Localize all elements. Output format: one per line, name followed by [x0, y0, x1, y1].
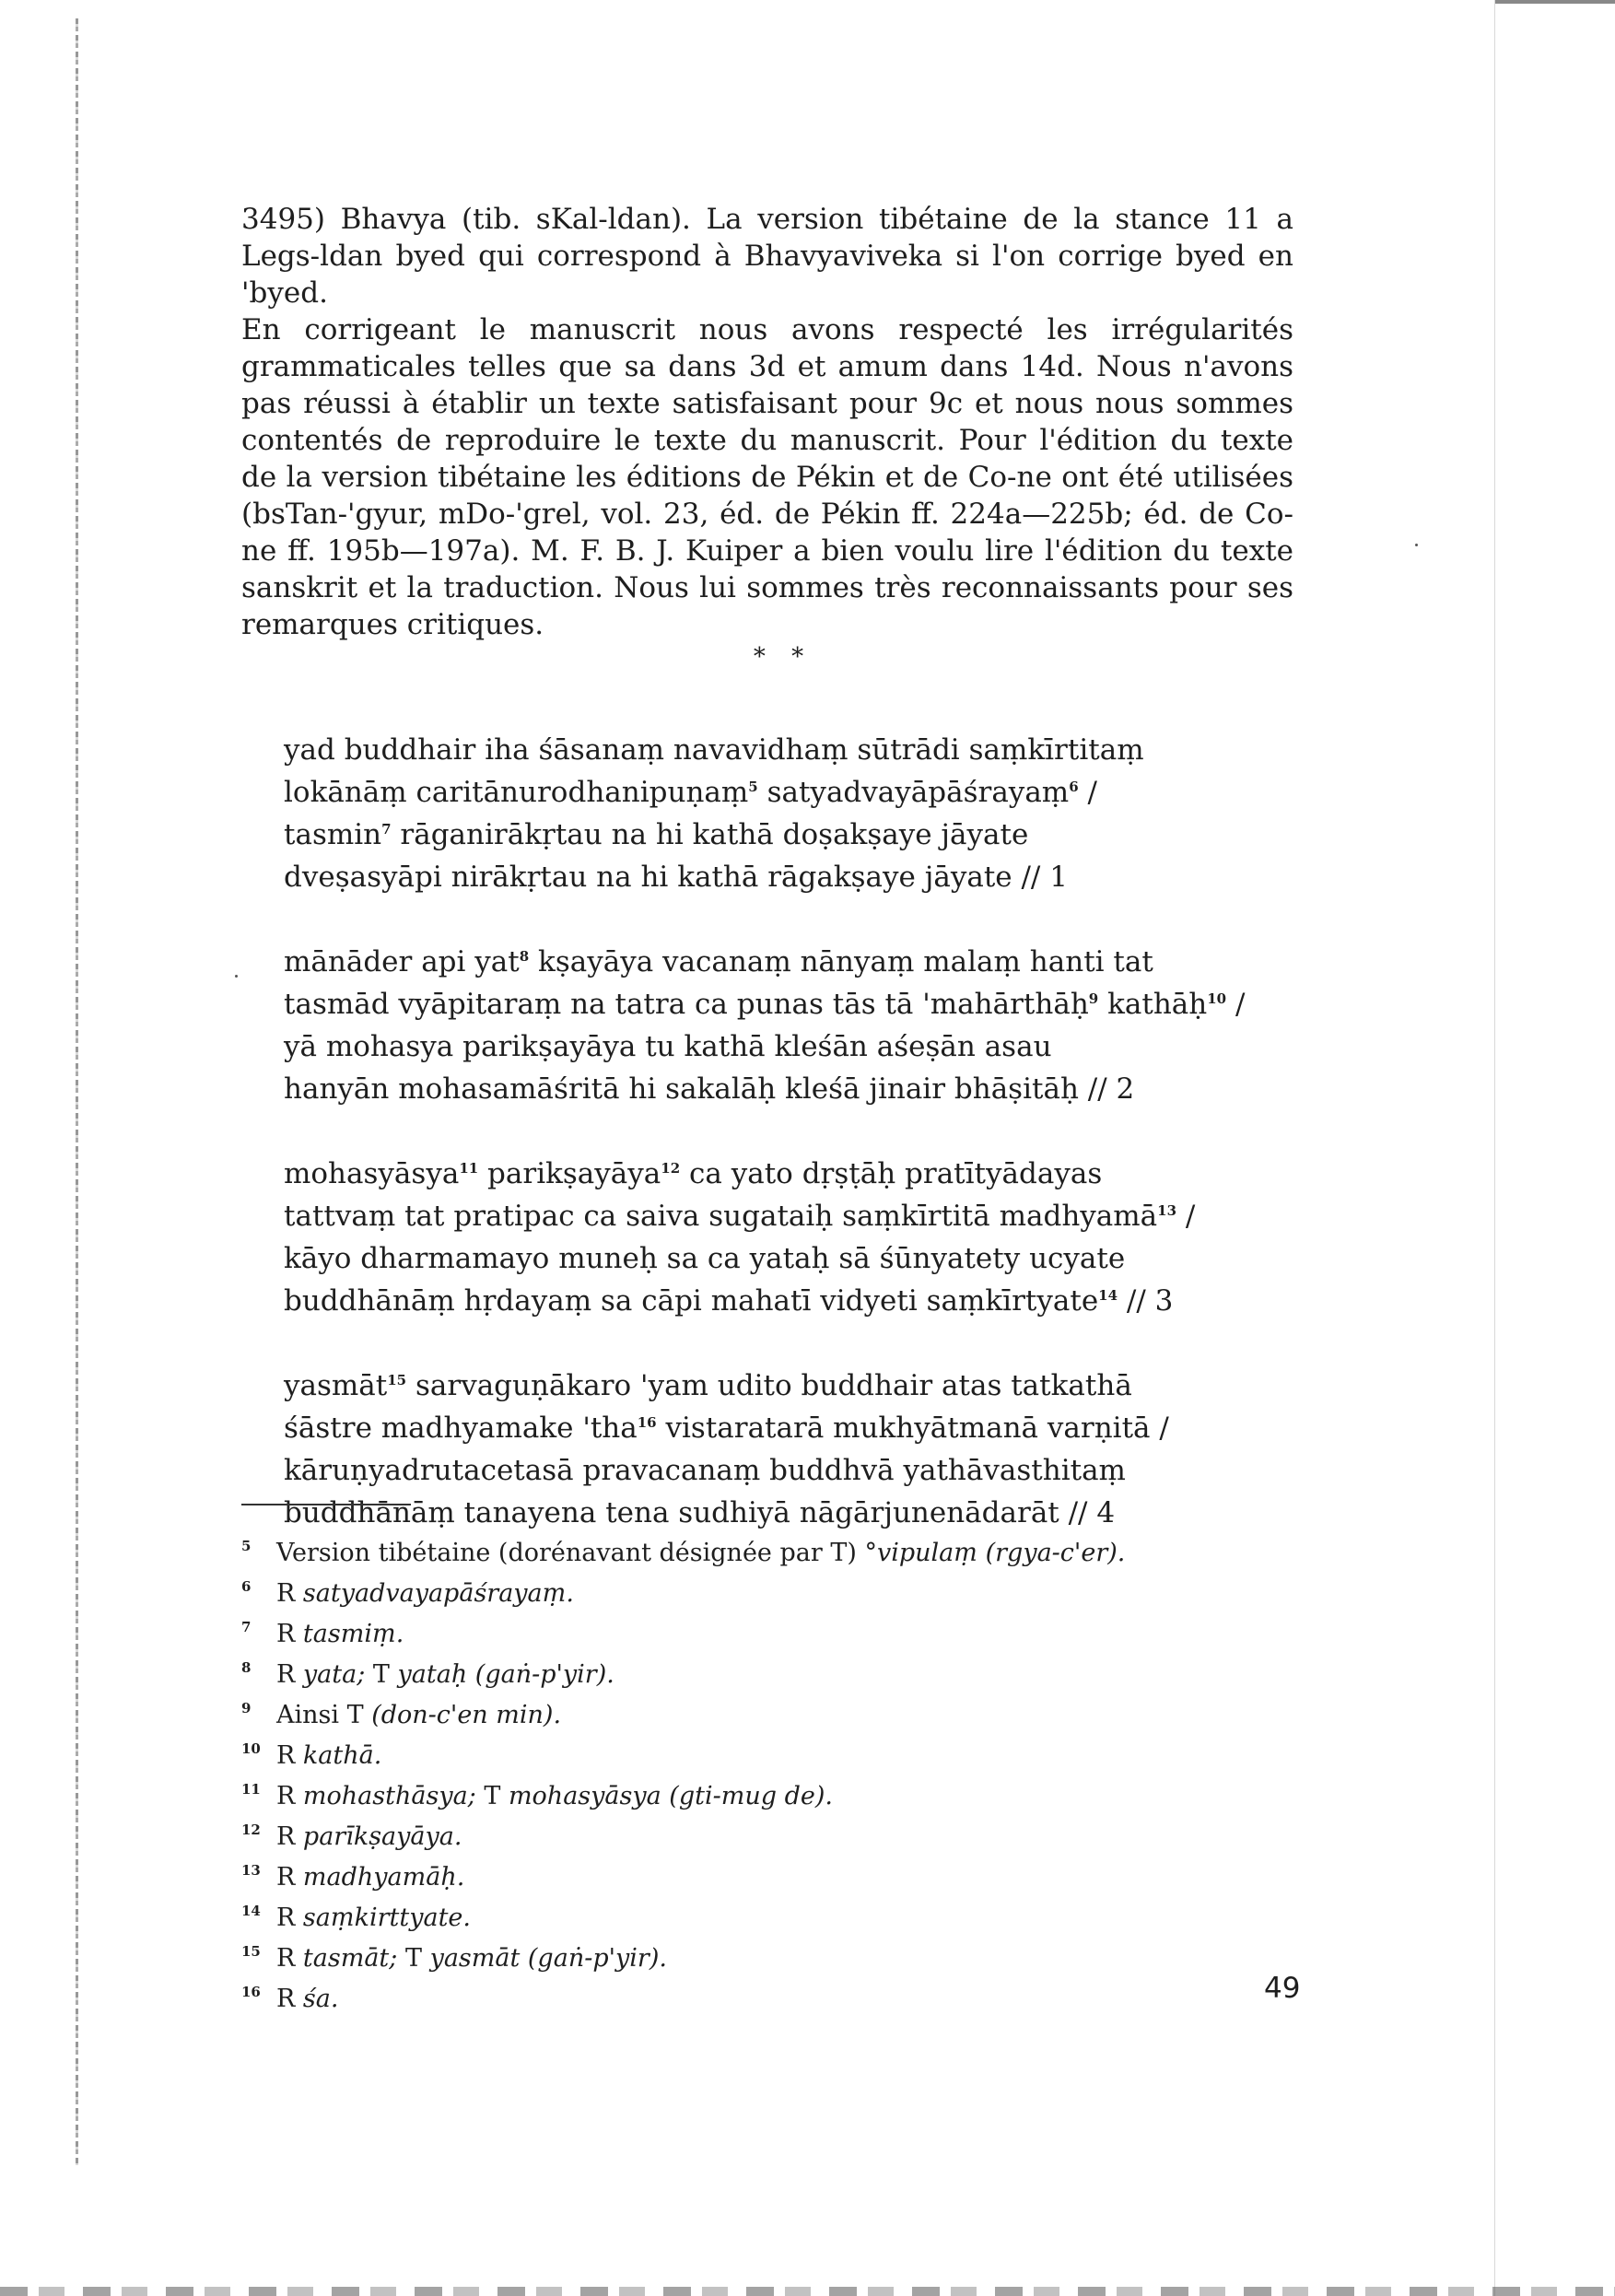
footnote-number: 11 [241, 1781, 261, 1798]
footnote-number: 6 [241, 1578, 252, 1595]
footnote-number-wrap [241, 1529, 276, 1570]
verse-text: dveṣasyāpi nirākṛtau na hi kathā rāgakṣaye jāyate // 1 [284, 861, 1068, 894]
footnote-number: 12 [241, 1822, 261, 1838]
footnote-marker: 5 [748, 779, 758, 795]
footnote-number: 7 [241, 1619, 252, 1635]
footnote-italic-text: kathā. [302, 1741, 382, 1770]
footnote-text: Version tibétaine (dorénavant désignée par T) [276, 1539, 865, 1567]
footnote-number: 8 [241, 1659, 252, 1676]
page-number: 49 [1264, 1972, 1301, 2005]
footnote-number: 16 [241, 1984, 261, 2000]
verse-text: yad buddhair iha śāsanaṃ navavidhaṃ sūtrādi saṃkīrtitaṃ [284, 733, 1144, 767]
verse-line [284, 1277, 1297, 1319]
footnote [241, 1975, 1255, 2016]
footnote-rule [241, 1504, 411, 1505]
footnote-italic-text: (don-c'en min). [371, 1701, 562, 1729]
footnote-text: R [276, 1620, 303, 1648]
footnote [241, 1611, 1255, 1651]
verse-line [284, 811, 1297, 853]
footnote-marker: 12 [661, 1160, 681, 1177]
intro-paragraph-1 [241, 201, 1293, 311]
footnote-number-wrap [241, 1773, 276, 1813]
footnote-italic-text: yata; [302, 1660, 366, 1689]
footnote-number-wrap [241, 1732, 276, 1773]
footnote-text: T [397, 1944, 430, 1973]
footnote-text: R [276, 1660, 303, 1689]
footnote-marker: 8 [519, 948, 530, 965]
footnote-number: 15 [241, 1943, 261, 1960]
footnote-number-wrap [241, 1813, 276, 1854]
section-separator: * * [753, 643, 813, 671]
verse-text: mohasyāsya [284, 1157, 460, 1190]
scan-speck [1415, 544, 1418, 546]
footnote [241, 1529, 1255, 1570]
footnote-text: Ainsi T [276, 1701, 372, 1729]
verse-line [284, 1235, 1297, 1277]
intro-paragraph-2 [241, 311, 1293, 643]
footnote-number: 14 [241, 1903, 261, 1919]
footnote-italic-text: saṃkirttyate. [302, 1904, 471, 1932]
footnote-italic-text: mohasthāsya; [302, 1782, 476, 1810]
footnote-text: T [475, 1782, 509, 1810]
footnote-text: R [276, 1782, 303, 1810]
footnote-marker: 13 [1157, 1202, 1177, 1219]
footnote-italic-text: śa. [302, 1985, 339, 2013]
footnote-marker: 14 [1098, 1287, 1118, 1304]
footnote-italic-text: parīkṣayāya. [302, 1822, 462, 1851]
stanza [284, 938, 1297, 1107]
verse-text: parikṣayāya [478, 1157, 661, 1190]
verse-block [284, 726, 1297, 1574]
footnote [241, 1935, 1255, 1975]
verse-line [284, 726, 1297, 768]
stanza [284, 1150, 1297, 1319]
verse-line [284, 1447, 1297, 1489]
verse-line [284, 1404, 1297, 1447]
footnote-number-wrap [241, 1894, 276, 1935]
footnote-number-wrap [241, 1854, 276, 1894]
footnote-marker: 6 [1069, 779, 1079, 795]
verse-line [284, 768, 1297, 811]
verse-text: lokānāṃ caritānurodhanipuṇaṃ [284, 776, 749, 809]
footnote-number: 10 [241, 1740, 261, 1757]
footnote-list [241, 1529, 1255, 2016]
footnote [241, 1692, 1255, 1732]
verse-line [284, 938, 1297, 980]
footnote-number: 9 [241, 1700, 252, 1716]
footnote [241, 1773, 1255, 1813]
verse-text: satyadvayāpāśrayaṃ [757, 776, 1070, 809]
verse-text: / [1078, 776, 1097, 809]
footnote-number-wrap [241, 1651, 276, 1692]
footnote-italic-text: madhyamāḥ. [302, 1863, 465, 1892]
verse-text: sarvaguṇākaro 'yam udito buddhair atas tatkathā [406, 1369, 1132, 1402]
footnote-marker: 7 [381, 821, 392, 838]
footnote-italic-text: tasmāt; [302, 1944, 398, 1973]
verse-line [284, 1489, 1297, 1531]
footnote [241, 1854, 1255, 1894]
footnote-number-wrap [241, 1570, 276, 1611]
stanza [284, 726, 1297, 896]
verse-text: mānāder api yat [284, 945, 520, 978]
footnote-text: R [276, 1822, 303, 1851]
footnote-marker: 15 [387, 1372, 407, 1388]
footnote-number: 5 [241, 1538, 252, 1554]
footnote-italic-text: yasmāt (gaṅ-p'yir). [429, 1944, 667, 1973]
verse-line [284, 980, 1297, 1023]
footnote [241, 1651, 1255, 1692]
verse-line [284, 1192, 1297, 1235]
footnote-number-wrap [241, 1692, 276, 1732]
verse-text: kāruṇyadrutacetasā pravacanaṃ buddhvā yathāvasthitaṃ [284, 1454, 1126, 1487]
verse-text: yasmāt [284, 1369, 388, 1402]
verse-line [284, 1023, 1297, 1065]
verse-text: tattvaṃ tat pratipac ca saiva sugataiḥ saṃkīrtitā madhyamā [284, 1200, 1158, 1233]
footnote-text: R [276, 1863, 303, 1892]
verse-text: / [1226, 988, 1246, 1021]
verse-line [284, 1362, 1297, 1404]
verse-text: kathāḥ [1098, 988, 1208, 1021]
footnote-marker: 16 [637, 1414, 657, 1431]
verse-text: // 3 [1118, 1284, 1174, 1318]
footnote-marker: 10 [1207, 990, 1227, 1007]
footnote-text: R [276, 1741, 303, 1770]
footnote-italic-text: °vipulaṃ (rgya-c'er). [864, 1539, 1126, 1567]
scan-border-bottom [0, 2287, 1615, 2296]
verse-text: kṣayāya vacanaṃ nānyaṃ malaṃ hanti tat [529, 945, 1153, 978]
footnote-text: T [365, 1660, 398, 1689]
footnote-number-wrap [241, 1935, 276, 1975]
footnote-text: R [276, 1579, 303, 1608]
verse-text: / [1176, 1200, 1196, 1233]
verse-line [284, 1150, 1297, 1192]
verse-text: tasmād vyāpitaraṃ na tatra ca punas tās tā 'mahārthāḥ [284, 988, 1089, 1021]
footnote [241, 1894, 1255, 1935]
scan-speck [235, 975, 238, 978]
footnote-italic-text: yataḥ (gaṅ-p'yir). [397, 1660, 614, 1689]
intro-text [241, 201, 1293, 643]
footnote-italic-text: tasmiṃ. [302, 1620, 404, 1648]
footnote-number-wrap [241, 1611, 276, 1651]
footnote-text: R [276, 1904, 303, 1932]
footnote-marker: 11 [459, 1160, 479, 1177]
footnote-italic-text: mohasyāsya (gti-mug de). [508, 1782, 833, 1810]
verse-text: rāganirākṛtau na hi kathā doṣakṣaye jāyate [391, 818, 1029, 851]
verse-text: buddhānāṃ hṛdayaṃ sa cāpi mahatī vidyeti saṃkīrtyate [284, 1284, 1099, 1318]
footnote-marker: 9 [1088, 990, 1099, 1007]
verse-text: śāstre madhyamake 'tha [284, 1412, 638, 1445]
footnote-number: 13 [241, 1862, 261, 1879]
verse-text: yā mohasya parikṣayāya tu kathā kleśān aśeṣān asau [284, 1030, 1052, 1063]
verse-line [284, 853, 1297, 896]
verse-text: hanyān mohasamāśritā hi sakalāḥ kleśā jinair bhāṣitāḥ // 2 [284, 1072, 1135, 1106]
verse-text: buddhānāṃ tanayena tena sudhiyā nāgārjunenādarāt // 4 [284, 1496, 1116, 1529]
footnote [241, 1813, 1255, 1854]
footnote-text: R [276, 1985, 303, 2013]
footnote-number-wrap [241, 1975, 276, 2016]
intro-p2-text: En corrigeant le manuscrit nous avons respecté les irrégularités grammaticales telles que sa dans 3d et amum dans 14d. Nous n'avons pas réussi à établir un texte satisfaisant pour 9c et nous nous sommes contentés de reproduire le texte du manuscrit. Pour l'édition du texte de la version tibétaine les éditions de Pékin et de Co-ne ont été utilisées (bsTan-'gyur, mDo-'grel, vol. 23, éd. de Pékin ff. 224a—225b; éd. de Co-ne ff. 195b—197a). M. F. B. J. Kuiper a bien voulu lire l'édition du texte sanskrit et la traduction. Nous lui sommes très reconnaissants pour ses remarques critiques. [241, 313, 1293, 641]
verse-text: ca yato dṛṣṭāḥ pratītyādayas [680, 1157, 1103, 1190]
stanza [284, 1362, 1297, 1531]
verse-text: vistaratarā mukhyātmanā varṇitā / [656, 1412, 1169, 1445]
verse-text: kāyo dharmamayo muneḥ sa ca yataḥ sā śūnyatety ucyate [284, 1242, 1126, 1275]
scan-border-left [76, 18, 78, 2165]
footnote-text: R [276, 1944, 303, 1973]
intro-p1-text: 3495) Bhavya (tib. sKal-ldan). La version tibétaine de la stance 11 a Legs-ldan byed qui correspond à Bhavyaviveka si l'on corrige byed en 'byed. [241, 203, 1293, 310]
footnote-italic-text: satyadvayapāśrayaṃ. [302, 1579, 574, 1608]
footnote [241, 1732, 1255, 1773]
scan-border-right [1494, 0, 1615, 2296]
footnote [241, 1570, 1255, 1611]
verse-line [284, 1065, 1297, 1107]
verse-text: tasmin [284, 818, 382, 851]
